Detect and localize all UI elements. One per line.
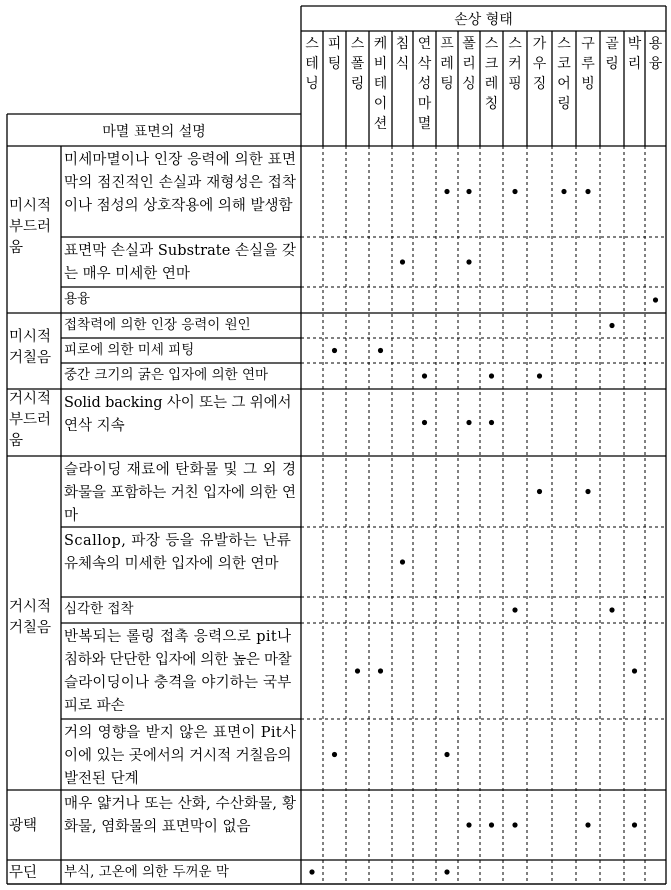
mark-dot-cavitation xyxy=(378,348,383,353)
table-row xyxy=(64,291,658,307)
row-description: Scallop, 파장 등을 유발하는 난류 유체속의 미세한 입자에 의한 연마 xyxy=(64,533,296,572)
row-description: 심각한 접착 xyxy=(64,601,134,617)
table-row xyxy=(64,316,615,333)
mark-dot-gouging xyxy=(537,373,542,378)
column-label-scratching: 스 크 레 칭 xyxy=(484,36,499,112)
mark-dot-scratching xyxy=(489,822,494,827)
row-description: 반복되는 롤링 접촉 응력으로 pit나 침하와 단단한 입자에 의한 높은 마찰 슬라이딩이나 충격을 야기하는 국부 피로 파손 xyxy=(64,629,296,714)
column-label-cavitation: 케 비 테 이 션 xyxy=(373,36,388,132)
mark-dot-polishing xyxy=(466,259,471,264)
group-label: 거시적 거칠음 xyxy=(9,599,52,636)
mark-dot-pitting xyxy=(332,348,337,353)
table-row xyxy=(64,600,615,617)
mark-dot-scuffing xyxy=(512,822,517,827)
row-description: 슬라이딩 재료에 탄화물 및 그 외 경 화물을 포함하는 거친 입자에 의한 연 마 xyxy=(64,462,296,524)
row-description: 용융 xyxy=(64,291,91,307)
mark-dot-stenning xyxy=(309,869,314,874)
damage-form-header: 손상 형태 xyxy=(454,12,513,28)
column-label-erosion: 침 식 xyxy=(395,36,410,72)
row-description: 거의 영향을 받지 않은 표면이 Pit사 이에 있는 곳에서의 거시적 거칠음의 발전된 단계 xyxy=(64,725,296,787)
table-row xyxy=(64,150,591,214)
mark-dot-galling xyxy=(609,607,614,612)
mark-dot-fretting xyxy=(444,189,449,194)
table-row xyxy=(64,794,637,835)
mark-dot-cavitation xyxy=(378,668,383,673)
mark-dot-peeling xyxy=(632,822,637,827)
column-label-stenning: 스 테 닝 xyxy=(305,36,319,92)
mark-dot-fretting xyxy=(444,869,449,874)
mark-dot-erosion xyxy=(400,559,405,564)
mark-dot-grooving xyxy=(585,822,590,827)
row-description: Solid backing 사이 또는 그 위에서 연삭 지속 xyxy=(64,395,296,434)
mark-dot-scratching xyxy=(489,420,494,425)
column-label-scuffing: 스 커 핑 xyxy=(508,36,522,92)
table-row xyxy=(64,627,637,714)
table-row xyxy=(64,531,405,572)
group-label: 무딘 xyxy=(9,865,38,881)
row-description: 접착력에 의한 인장 응력이 원인 xyxy=(64,317,251,333)
column-label-polishing: 폴 리 싱 xyxy=(462,36,476,92)
column-label-peeling: 박 리 xyxy=(627,36,642,72)
table-row xyxy=(64,863,450,880)
mark-dot-grooving xyxy=(585,489,590,494)
row-description: 중간 크기의 굵은 입자에 의한 연마 xyxy=(64,367,269,383)
mark-dot-gouging xyxy=(537,489,542,494)
column-label-pitting: 피 팅 xyxy=(327,36,342,72)
column-label-abrasion: 연 삭 성 마 멸 xyxy=(417,36,432,132)
mark-dot-abrasion xyxy=(422,420,427,425)
group-label: 미시적 부드러 움 xyxy=(9,198,52,256)
table-row xyxy=(64,366,542,383)
column-label-melting: 용 융 xyxy=(648,36,663,72)
mark-dot-erosion xyxy=(400,259,405,264)
mark-dot-peeling xyxy=(632,668,637,673)
mark-dot-fretting xyxy=(444,752,449,757)
row-description: 부식, 고온에 의한 두꺼운 막 xyxy=(64,864,229,880)
row-description: 매우 얇거나 또는 산화, 수산화물, 황 화물, 염화물의 표면막이 없음 xyxy=(64,796,296,835)
mark-dot-polishing xyxy=(466,420,471,425)
column-label-galling: 골 링 xyxy=(605,36,619,72)
wear-surface-header: 마멸 표면의 설명 xyxy=(102,124,206,140)
mark-dot-melting xyxy=(653,297,658,302)
mark-dot-polishing xyxy=(466,189,471,194)
column-label-fretting: 프 레 팅 xyxy=(440,36,454,92)
mark-dot-polishing xyxy=(466,822,471,827)
mark-dot-abrasion xyxy=(422,373,427,378)
column-label-spalling: 스 폴 링 xyxy=(350,36,365,92)
mark-dot-spalling xyxy=(355,668,360,673)
row-description: 표면막 손실과 Substrate 손실을 갖 는 매우 미세한 연마 xyxy=(64,243,296,282)
column-label-grooving: 구 루 빙 xyxy=(581,36,595,92)
mark-dot-grooving xyxy=(585,189,590,194)
mark-dot-pitting xyxy=(332,752,337,757)
row-description: 미세마멸이나 인장 응력에 의한 표면 막의 점진적인 손실과 재형성은 접착 이나 점성의 상호작용에 의해 발생함 xyxy=(64,152,296,214)
mark-dot-scuffing xyxy=(512,607,517,612)
table-row xyxy=(64,393,494,434)
mark-dot-scuffing xyxy=(512,189,517,194)
table-row xyxy=(64,341,383,358)
group-label: 광택 xyxy=(9,818,38,834)
group-label: 거시적 부드러 움 xyxy=(9,391,52,449)
mark-dot-galling xyxy=(609,323,614,328)
table-row xyxy=(64,460,591,524)
table-row xyxy=(64,241,472,282)
group-label: 미시적 거칠음 xyxy=(9,329,52,366)
row-description: 피로에 의한 미세 피팅 xyxy=(64,342,195,358)
mark-dot-scratching xyxy=(489,373,494,378)
column-label-gouging: 가 우 징 xyxy=(532,36,547,92)
column-label-scoring: 스 코 어 링 xyxy=(557,36,571,112)
mark-dot-scoring xyxy=(561,189,566,194)
